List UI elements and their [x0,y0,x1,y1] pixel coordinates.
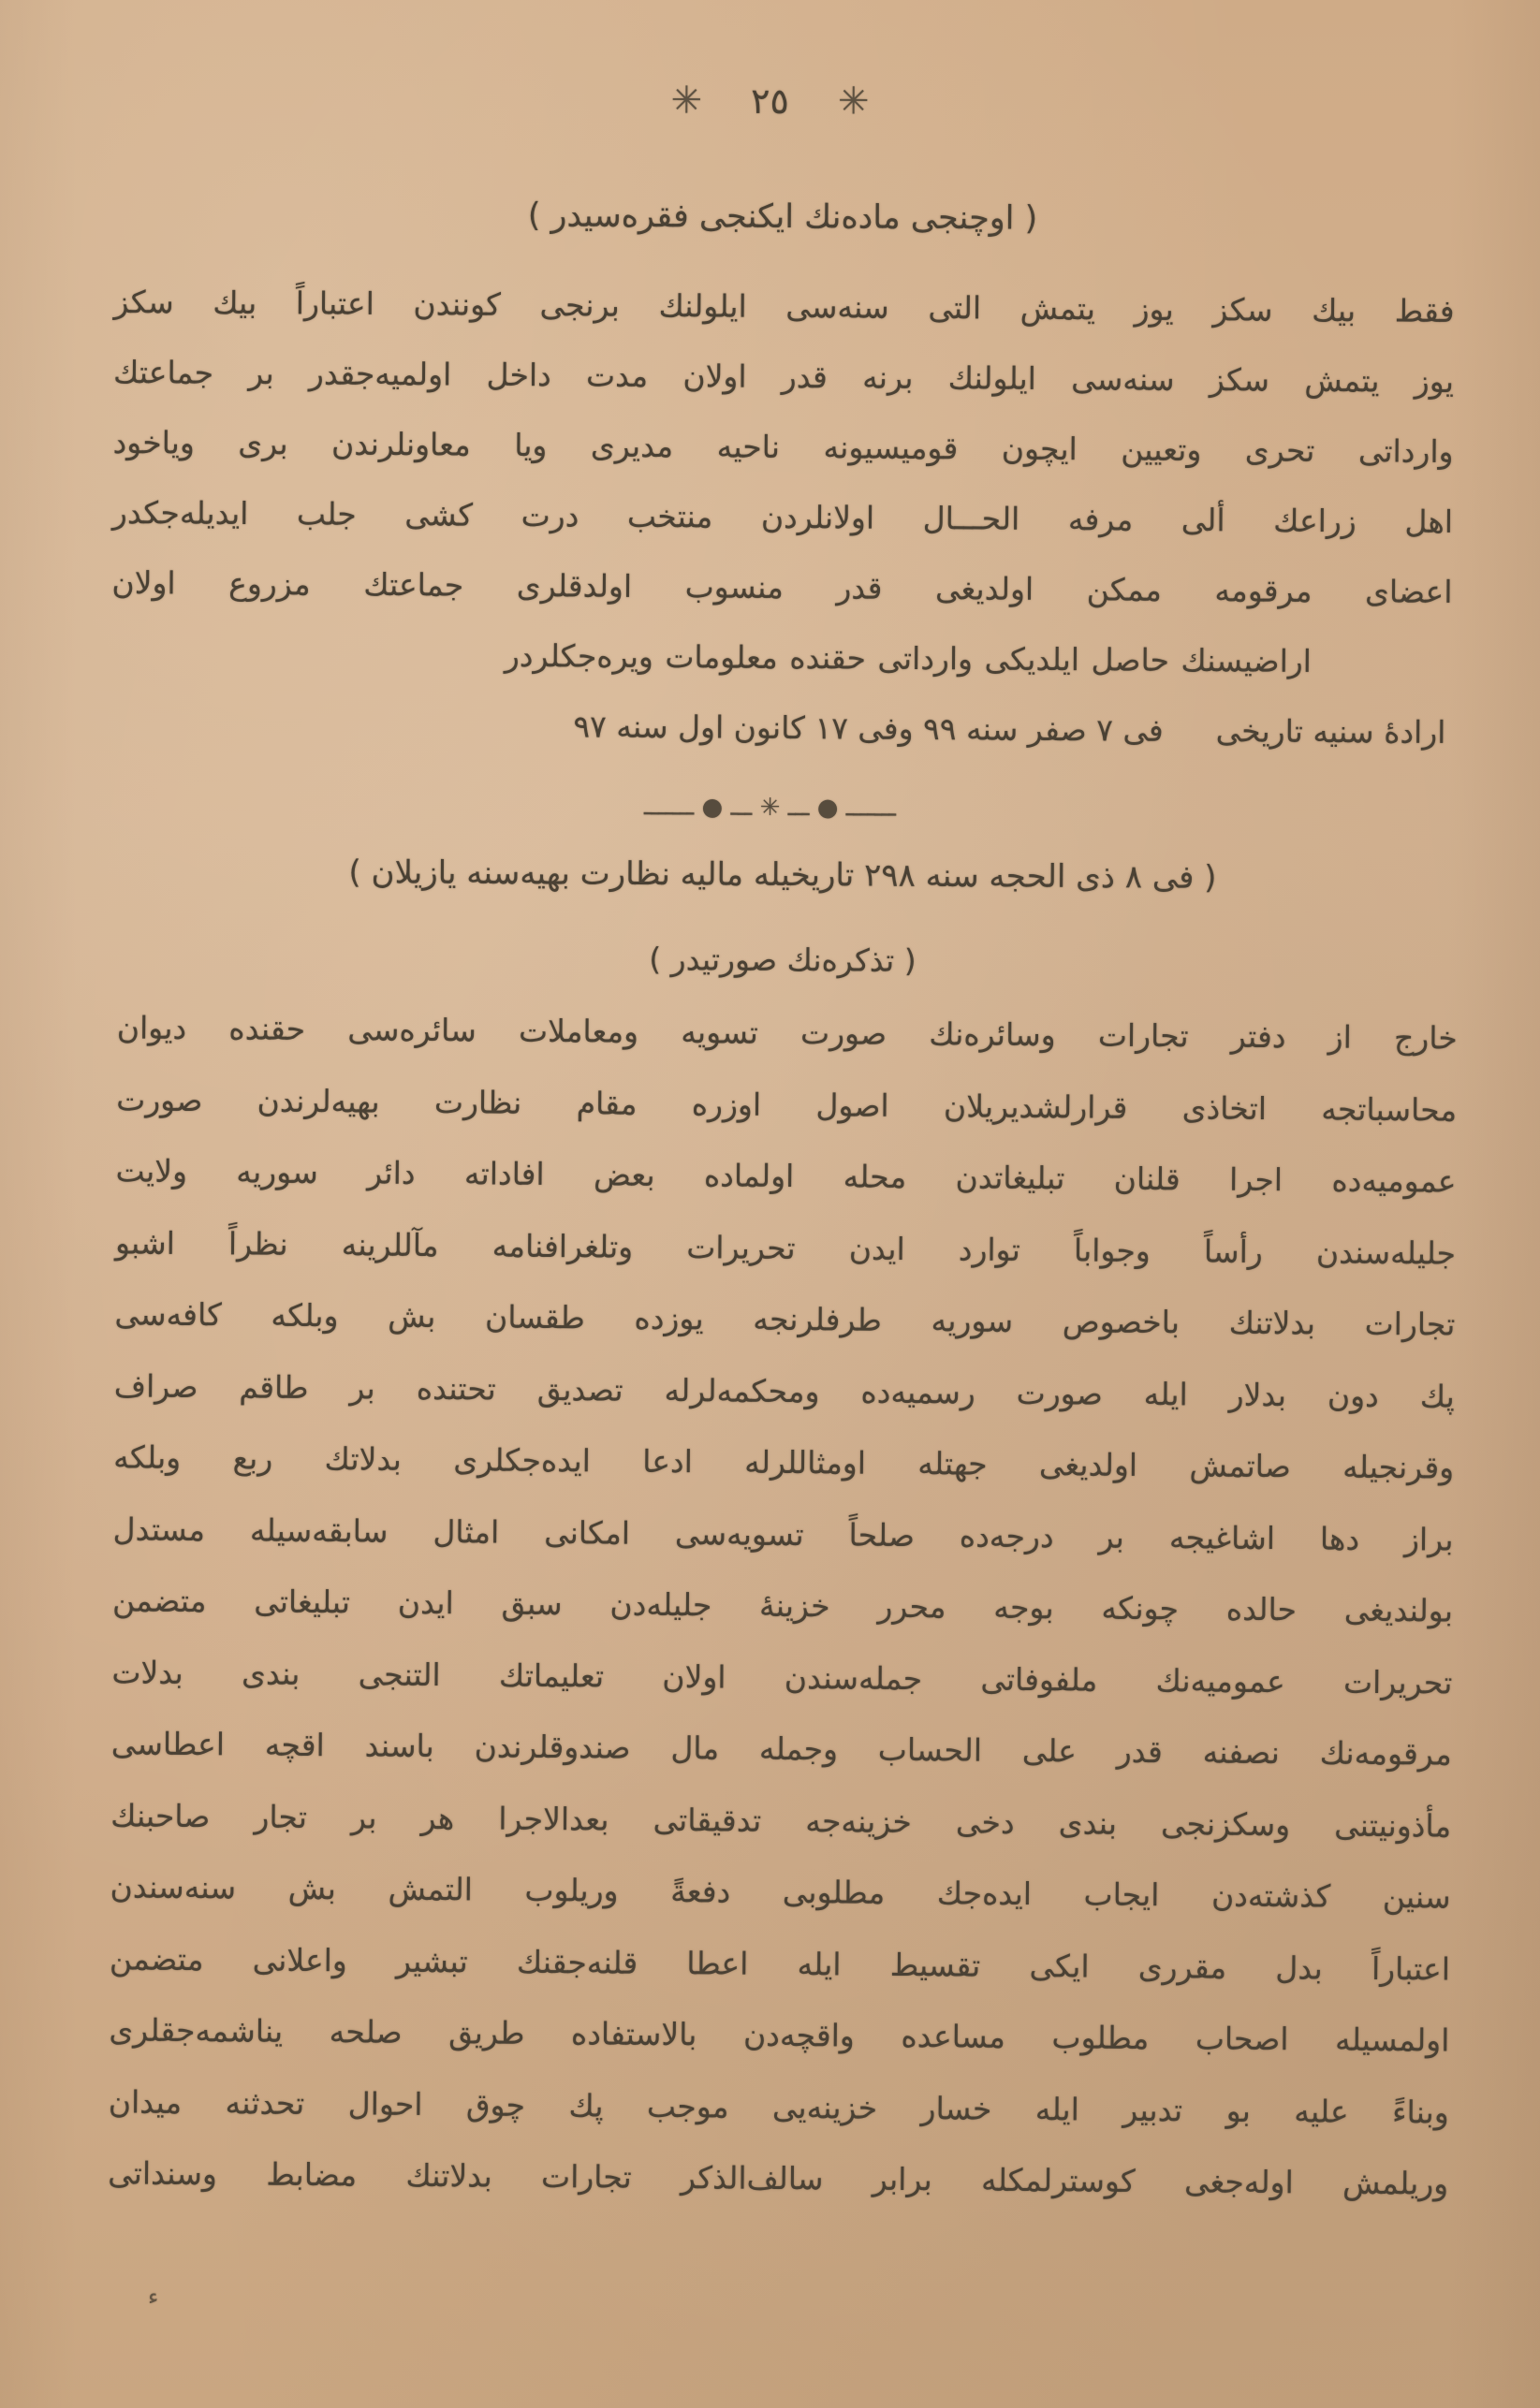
text-line: پك دون بدلار ايله صورت رسميه‌ده ومحكمه‌لرله تصديق تحتنده بر طاقم صراف [113,1366,1455,1415]
text-line: اهل زراعك ألى مرفه الحـــال اولانلردن منتخب درت كشى جلب ايديله‌جكدر [111,494,1454,540]
text-line: اراضيسنك حاصل ايلديكى وارداتى حقنده معلومات ويره‌جكلردر [504,636,1313,679]
text-line: وقرنجيله صاتمش اولديغى جهتله اومثاللرله ادعا ايده‌جكلرى بدلاتك ربع وبلكه [113,1438,1455,1486]
text-line: تحريرات عموميه‌نك ملفوفاتى جمله‌سندن اولان تعليماتك التنجى بندى بدلات [111,1653,1453,1701]
memo-heading-copy: ( تذكره‌نك صورتيدر ) [649,941,917,979]
text-line: مأذونيتنى وسكزنجى بندى دخى خزينه‌جه تدقيقاتى بعدالاجرا هر بر تجار صاحبنك [110,1796,1452,1845]
page-number-row [0,79,1540,124]
text-line: خارج از دفتر تجارات وسائره‌نك صورت تسويه ومعاملات سائره‌سى حقنده ديوان [116,1009,1458,1057]
text-line: سنين كذشته‌دن ايجاب ايده‌جك مطلوبى دفعةً وريلوب التمش بش سنه‌سندن [110,1868,1451,1916]
paragraph-memorandum [108,992,1458,2220]
irade-date-value: فى ٧ صفر سنه ٩٩ وفى ١٧ كانون اول سنه ٩٧ [573,708,1164,749]
catchword-mark: ء [147,2283,159,2311]
text-line: بولنديغى حالده چونكه بوجه محرر خزينهٔ جليله‌دن سبق ايدن تبليغاتى متضمن [111,1582,1454,1629]
flower-ornament-icon: ✳ [670,79,703,123]
memo-heading-date: ( فى ٨ ذى الحجه سنه ٢٩٨ تاريخيله ماليه نظارت بهيه‌سنه يازيلان ) [348,854,1217,897]
text-line: جليله‌سندن رأساً وجواباً توارد ايدن تحريرات وتلغرافنامه مآللرينه نظراً اشبو [114,1223,1457,1272]
text-line: وبناءً عليه بو تدبير ايله خسار خزينه‌يى موجب پك چوق احوال تحدثنه ميدان [108,2082,1449,2131]
text-line: مرقومه‌نك نصفنه قدر على الحساب وجمله مال صندوقلرندن باسند اقچه اعطاسى [110,1725,1452,1773]
text-line: محاسباتجه اتخاذى قرارلشديريلان اصول اوزره مقام نظارت بهيه‌لرندن صورت [116,1080,1458,1129]
divider-ornament-icon: ـــــــ ● ـــ ✳ ـــ ● ـــــــ [643,793,897,823]
text-line: وارداتى تحرى وتعيين ايچون قوميسيونه ناحيه مديرى ويا معاونلرندن برى وياخود [112,424,1454,470]
text-line: تجارات بدلاتنك باخصوص سوريه طرفلرنجه يوزده طقسان بش وبلكه كافه‌سى [114,1295,1456,1343]
text-line: فقط بيك سكز يوز يتمش التى سنه‌سى ايلولنك برنجى كونندن اعتباراً بيك سكز [113,284,1455,330]
page-number: ٢٥ [750,80,790,123]
section-divider-ornament [0,785,1540,831]
text-line: اعضاى مرقومه ممكن اولديغى قدر منسوب اولدقلرى جماعتك مزروع اولان [111,564,1453,610]
irade-date-label: ارادهٔ سنيه تاريخى [1215,712,1446,751]
text-line: براز دها اشاغيجه بر درجه‌ده صلحاً تسويه‌سى امكانى امثال سابقه‌سيله مستدل [112,1510,1454,1558]
text-line: عموميه‌ده اجرا قلنان تبليغاتدن محله اولماده بعض افاداته دائر سوريه ولايت [115,1152,1457,1200]
paragraph-article-clause [110,267,1455,767]
irade-date-line [110,688,1451,767]
text-line: اعتباراً بدل مقررى ايكى تقسيط ايله اعطا قلنه‌جقنك تبشير واعلانى متضمن [109,1939,1451,1988]
section-heading: ( اوچنجى ماده‌نك ايكنجى فقره‌سيدر ) [527,197,1038,238]
text-line: اولمسيله اصحاب مطلوب مساعده واقچه‌دن بالاستفاده طريق صلحه يناشمه‌جقلرى [109,2011,1450,2059]
flower-ornament-icon: ✳ [837,80,870,124]
text-line: يوز يتمش سكز سنه‌سى ايلولنك برنه قدر اولان مدت داخل اولميه‌جقدر بر جماعتك [112,354,1455,401]
text-line: وريلمش اوله‌جغى كوسترلمكله برابر سالف‌الذكر تجارات بدلاتنك مضابط وسنداتى [108,2154,1449,2202]
